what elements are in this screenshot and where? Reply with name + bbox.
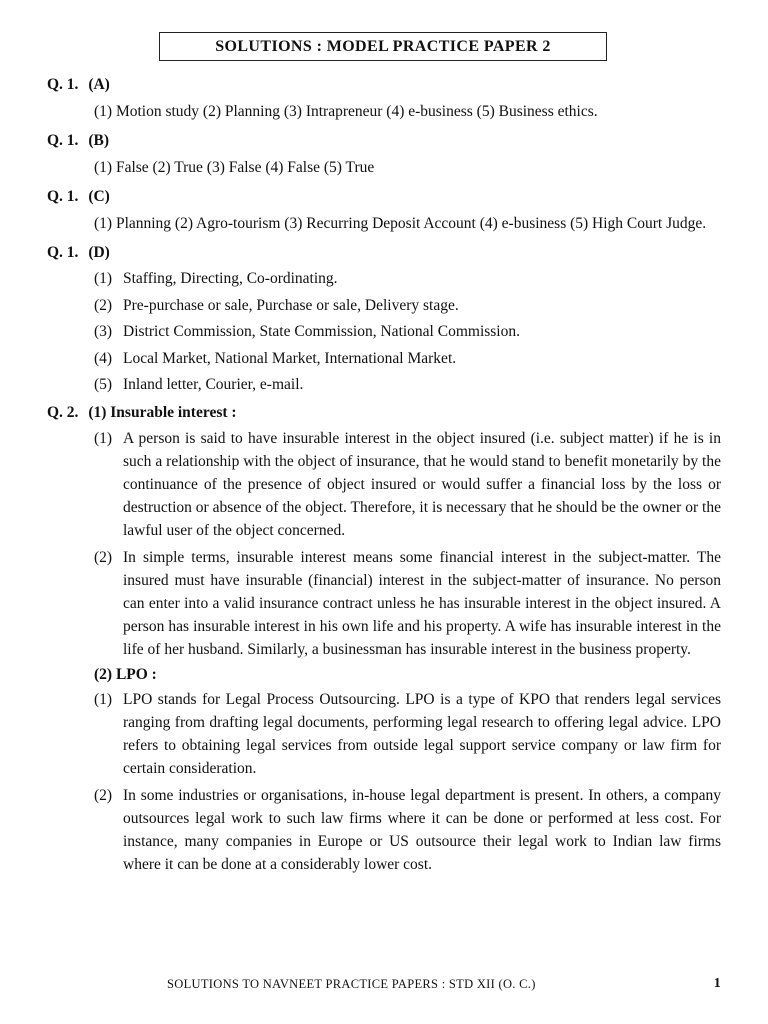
question-part: (D) [88, 244, 110, 261]
list-item [94, 267, 721, 290]
question-heading-q1b [47, 130, 721, 151]
item-number: (5) [94, 376, 113, 393]
answer-list-lpo [94, 688, 721, 876]
item-text: District Commission, State Commission, National Commission. [123, 323, 520, 340]
item-text: In some industries or organisations, in-house legal department is present. In others, a company outsources legal work to such law firms where it can be done or performed at less cost. For instance, many companies in Europe or US outsource their legal work to Indian law firms where it can be done at a considerably lower cost. [123, 786, 721, 873]
list-item [94, 784, 721, 876]
question-number: Q. 1. [47, 132, 79, 149]
solutions-body [47, 70, 721, 879]
item-text: Pre-purchase or sale, Purchase or sale, Delivery stage. [123, 296, 459, 314]
question-number: Q. 2. [47, 404, 79, 421]
item-number: (2) [94, 296, 113, 314]
question-part: (B) [88, 132, 109, 149]
question-number: Q. 1. [47, 76, 79, 93]
list-item [94, 294, 721, 317]
item-text: Staffing, Directing, Co-ordinating. [123, 270, 338, 287]
item-number: (2) [94, 548, 113, 566]
question-part: (1) Insurable interest : [88, 404, 237, 421]
question-number: Q. 1. [47, 188, 79, 205]
answer-q1a: (1) Motion study (2) Planning (3) Intrapreneur (4) e-business (5) Business ethics. [94, 103, 598, 120]
list-item [94, 427, 721, 542]
question-number: Q. 1. [47, 244, 79, 261]
list-item [94, 688, 721, 780]
subheading-lpo: (2) LPO : [94, 666, 157, 683]
question-heading-q2 [47, 402, 721, 423]
answer-list-q1d [94, 267, 721, 396]
list-item [94, 320, 721, 343]
question-part: (A) [88, 76, 110, 93]
answer-q1b: (1) False (2) True (3) False (4) False (5) True [94, 159, 375, 176]
answer-list-insurable-interest [94, 427, 721, 661]
list-item [94, 546, 721, 661]
item-number: (1) [94, 430, 113, 447]
item-number: (1) [94, 270, 113, 287]
list-item [94, 347, 721, 370]
item-text: LPO stands for Legal Process Outsourcing. LPO is a type of KPO that renders legal services ranging from drafting legal documents, performing legal research to offering legal advice. LPO refers to obtaining legal services from outside legal support service company or law firm for certain consideration. [123, 691, 721, 777]
item-text: Inland letter, Courier, e-mail. [123, 376, 304, 393]
item-text: A person is said to have insurable interest in the object insured (i.e. subject matter) if he is in such a relationship with the object of insurance, that he would stand to benefit monetarily by the continuance of the presence of object insured or would suffer a financial loss by the loss or destruction or absence of the object. Therefore, it is necessary that he should be the owner or the lawful user of the object concerned. [123, 430, 721, 539]
item-text: In simple terms, insurable interest means some financial interest in the subject-matter. The insured must have insurable (financial) interest in the subject-matter of insurance. No person can enter into a valid insurance contract unless he has insurable interest in the object insured. A person has insurable interest in his own life and his property. A wife has insurable interest in the life of her husband. Similarly, a businessman has insurable interest in the business property. [123, 548, 721, 658]
item-number: (1) [94, 691, 113, 708]
question-heading-q1a [47, 74, 721, 95]
question-heading-q1c [47, 186, 721, 207]
item-text: Local Market, National Market, International Market. [123, 349, 457, 367]
page-title: SOLUTIONS : MODEL PRACTICE PAPER 2 [159, 32, 607, 61]
item-number: (3) [94, 323, 113, 340]
item-number: (4) [94, 349, 113, 367]
question-part: (C) [88, 188, 110, 205]
page-number: 1 [713, 976, 721, 991]
item-number: (2) [94, 786, 113, 804]
list-item [94, 373, 721, 396]
footer-text: SOLUTIONS TO NAVNEET PRACTICE PAPERS : STD XII (O. C.) [167, 977, 536, 991]
answer-q1c: (1) Planning (2) Agro-tourism (3) Recurring Deposit Account (4) e-business (5) High Court Judge. [94, 215, 707, 232]
question-heading-q1d [47, 242, 721, 263]
